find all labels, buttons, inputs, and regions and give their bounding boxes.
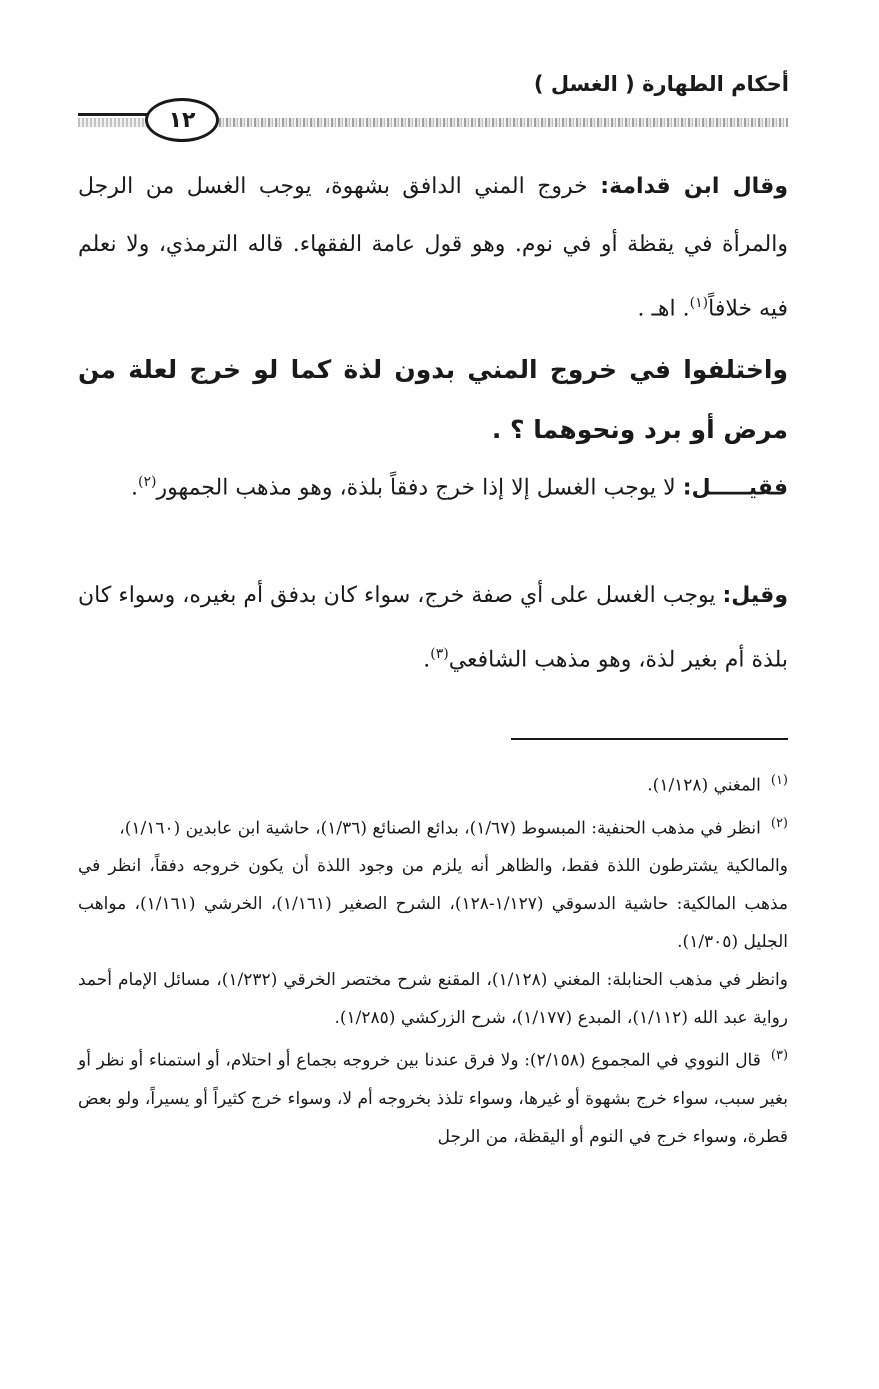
footnote-ref: (٣) — [430, 646, 449, 662]
footnote-3 — [78, 1037, 788, 1156]
section-heading: واختلفوا في خروج المني بدون لذة كما لو خرج لعلة من مرض أو برد ونحوهما ؟ . — [78, 355, 788, 444]
paragraph-first-opinion — [78, 453, 788, 517]
opinion-label: فقيـــــل: — [682, 475, 788, 501]
paragraph-text: لا يوجب الغسل إلا إذا خرج دفقاً بلذة، وهو مذهب الجمهور — [156, 475, 676, 501]
footnote-number: (٣) — [770, 1048, 789, 1064]
footnote-text: قال النووي في المجموع (٢/١٥٨): ولا فرق عندنا بين خروجه بجماع أو احتلام، أو استمناء أو نظر أو بغير سبب، سواء خرج بشهوة أو غيرها، وسواء تلذذ بخروجه أم لا، وسواء خرج كثيراً أو يسيراً، ولو بعض قطرة، وسواء خرج في النوم أو اليقظة، من الرجل — [78, 1050, 788, 1147]
footnote-text: المغني (١/١٢٨). — [647, 775, 761, 796]
paragraph-ibn-qudama — [78, 158, 788, 338]
footnote-2 — [78, 805, 788, 848]
running-title: أحكام الطهارة ( الغسل ) — [533, 72, 789, 96]
paragraph-text: يوجب الغسل على أي صفة خرج، سواء كان بدفق أم بغيره، وسواء كان بلذة أم بغير لذة، وهو مذهب الشافعي — [78, 583, 788, 673]
footnote-ref: (٢) — [138, 474, 157, 490]
opinion-label: وقيل: — [722, 583, 788, 608]
footnotes — [78, 762, 788, 1156]
header-rule-ornament — [212, 118, 788, 127]
paragraph-tail: . اهـ . — [637, 296, 690, 322]
footnote-2-continued: وانظر في مذهب الحنابلة: المغني (١/١٢٨)، المقنع شرح مختصر الخرقي (١/٢٣٢)، مسائل الإمام أحمد رواية عبد الله (١/١١٢)، المبدع (١/١٧٧)، شرح الزركشي (١/٢٨٥). — [78, 970, 788, 1029]
header-rule-ornament — [78, 118, 148, 127]
paragraph-tail: . — [131, 475, 139, 501]
page-number: ١٢ — [145, 98, 219, 142]
footnote-text: انظر في مذهب الحنفية: المبسوط (١/٦٧)، بدائع الصنائع (١/٣٦)، حاشية ابن عابدين (١/١٦٠)، — [119, 818, 761, 839]
footnote-number: (١) — [770, 773, 788, 788]
paragraph-second-opinion — [78, 567, 788, 689]
header-rule — [78, 113, 148, 116]
paragraph-tail: . — [423, 647, 431, 673]
footnote-1 — [78, 762, 788, 805]
speaker-label: وقال ابن قدامة: — [600, 174, 788, 199]
footnote-number: (٢) — [770, 815, 788, 831]
paragraph-text: خروج المني الدافق بشهوة، يوجب الغسل من الرجل والمرأة في يقظة أو في نوم. وهو قول عامة الفقهاء. قاله الترمذي، ولا نعلم فيه خلافاً — [78, 174, 788, 322]
footnote-2-continued: والمالكية يشترطون اللذة فقط، والظاهر أنه يلزم من وجود اللذة أن يكون خروجه دفقاً، انظر في مذهب المالكية: حاشية الدسوقي (١/١٢٧-١٢٨)، الشرح الصغير (١/١٦١)، الخرشي (١/١٦١)، مواهب الجليل (١/٣٠٥). — [78, 856, 789, 953]
footnote-ref: (١) — [689, 295, 709, 311]
footnote-separator — [511, 738, 788, 740]
